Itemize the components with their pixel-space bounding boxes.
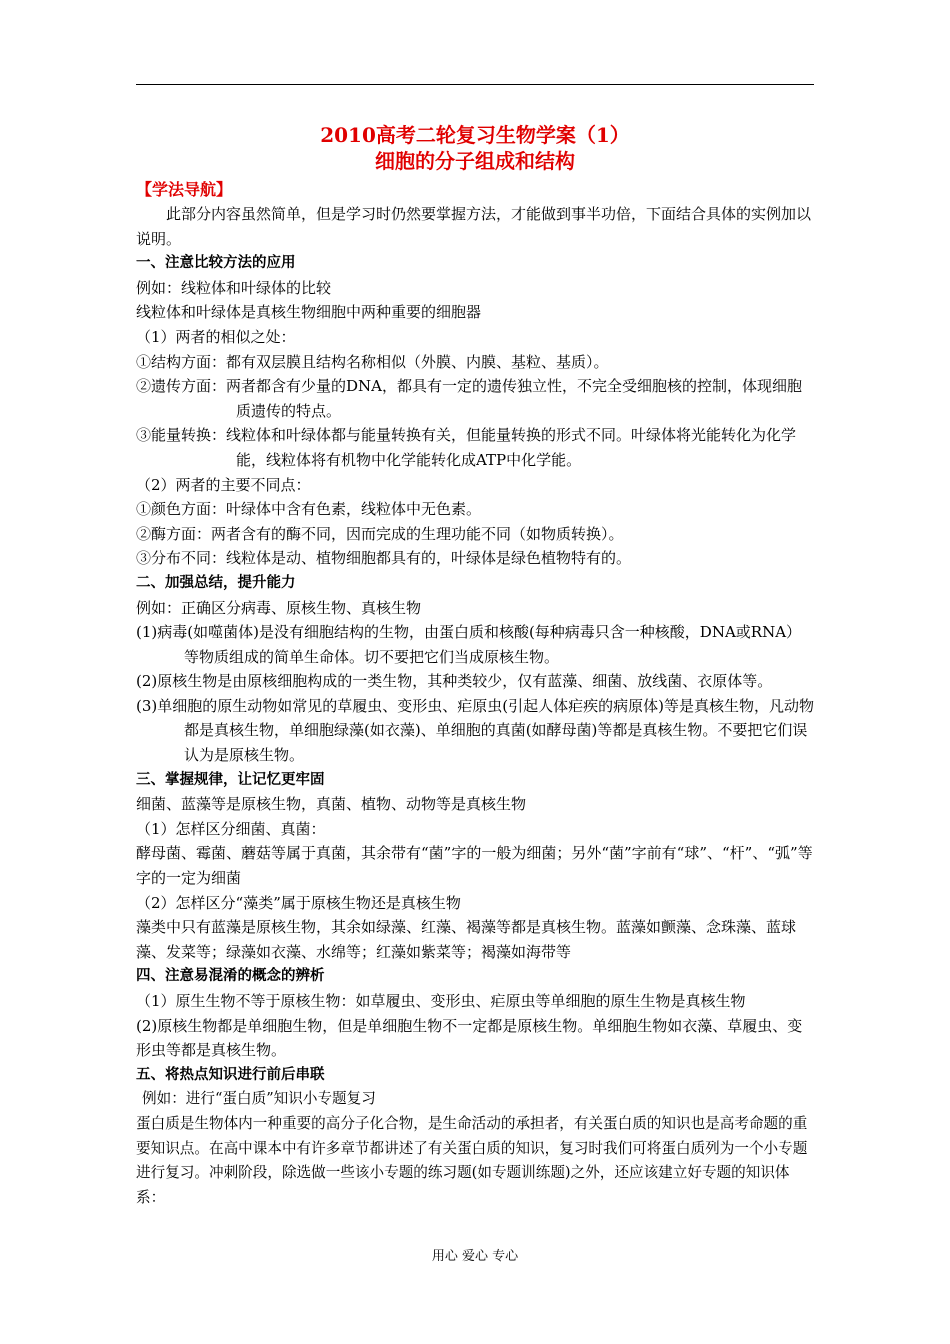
section-1-heading: 一、注意比较方法的应用	[136, 255, 296, 272]
section-1-similar-1: ①结构方面：都有双层膜且结构名称相似（外膜、内膜、基粒、基质）。	[136, 352, 609, 371]
section-5-heading: 五、将热点知识进行前后串联	[136, 1066, 325, 1083]
section-4-item-1: （1）原生生物不等于原核生物：如草履虫、变形虫、疟原虫等单细胞的原生生物是真核生物	[136, 992, 746, 1010]
section-3-text-2: 藻类中只有蓝藻是原核生物，其余如绿藻、红藻、褐藻等都是真核生物。蓝藻如颤藻、念珠藻、蓝球藻、发菜等；绿藻如衣藻、水绵等；红藻如紫菜等；褐藻如海带等	[136, 918, 797, 961]
section-4-heading: 四、注意易混淆的概念的辨析	[136, 968, 325, 985]
section-1-example: 例如：线粒体和叶绿体的比较	[136, 278, 332, 297]
document-body	[136, 122, 814, 1210]
section-3-sub2: （2）怎样区分“藻类”属于原核生物还是真核生物	[136, 893, 461, 912]
section-1-similar-2: ②遗传方面：两者都含有少量的DNA，都具有一定的遗传独立性，不完全受细胞核的控制，体现细胞质遗传的特点。	[136, 377, 802, 420]
section-1-sub1: （1）两者的相似之处：	[136, 327, 296, 346]
section-3-heading: 三、掌握规律，让记忆更牢固	[136, 771, 325, 788]
section-1-sub2: （2）两者的主要不同点：	[136, 475, 311, 494]
doc-title-line1: 2010高考二轮复习生物学案（1）	[320, 123, 630, 147]
section-2-item-2: (2)原核生物是由原核细胞构成的一类生物，其种类较少，仅有蓝藻、细菌、放线菌、衣原体等。	[136, 672, 773, 691]
section-3-text-1: 酵母菌、霉菌、蘑菇等属于真菌，其余带有“菌”字的一般为细菌；另外“菌”字前有“球”、“杆”、“弧”等字的一定为细菌	[136, 844, 813, 888]
section-1-diff-3: ③分布不同：线粒体是动、植物细胞都具有的，叶绿体是绿色植物特有的。	[136, 549, 632, 568]
section-1-diff-1: ①颜色方面：叶绿体中含有色素，线粒体中无色素。	[136, 500, 482, 519]
section-5-example: 例如：进行“蛋白质”知识小专题复习	[142, 1090, 376, 1108]
section-1-similar-3: ③能量转换：线粒体和叶绿体都与能量转换有关，但能量转换的形式不同。叶绿体将光能转化为化学能，线粒体将有机物中化学能转化成ATP中化学能。	[136, 426, 797, 469]
section-1-line: 线粒体和叶绿体是真核生物细胞中两种重要的细胞器	[136, 303, 482, 322]
section-2-item-3: (3)单细胞的原生动物如常见的草履虫、变形虫、疟原虫(引起人体疟疾的病原体)等是真核生物，凡动物都是真核生物，单细胞绿藻(如衣藻)、单细胞的真菌(如酵母菌)等都是真核生物。不要把它们误认为是原核生物。	[136, 696, 814, 765]
section-2-item-1: (1)病毒(如噬菌体)是没有细胞结构的生物，由蛋白质和核酸(每种病毒只含一种核酸，DNA或RNA）等物质组成的简单生命体。切不要把它们当成原核生物。	[136, 623, 802, 666]
section-3-sub1: （1）怎样区分细菌、真菌：	[136, 819, 326, 838]
section-2-example: 例如：正确区分病毒、原核生物、真核生物	[136, 598, 422, 617]
section-1-diff-2: ②酶方面：两者含有的酶不同，因而完成的生理功能不同（如物质转换）。	[136, 524, 624, 543]
page-footer: 用心 爱心 专心	[431, 1249, 519, 1264]
section-3-line: 细菌、蓝藻等是原核生物，真菌、植物、动物等是真核生物	[136, 795, 527, 814]
section-2-heading: 二、加强总结，提升能力	[136, 574, 296, 591]
section-4-item-2: (2)原核生物都是单细胞生物，但是单细胞生物不一定都是原核生物。单细胞生物如衣藻、草履虫、变形虫等都是真核生物。	[136, 1016, 803, 1060]
doc-title-line2: 细胞的分子组成和结构	[375, 149, 575, 173]
nav-label: 【学法导航】	[136, 180, 233, 199]
intro-paragraph: 此部分内容虽然简单，但是学习时仍然要掌握方法，才能做到事半功倍，下面结合具体的实例加以说明。	[136, 205, 812, 248]
header-rule	[136, 84, 814, 85]
section-5-text: 蛋白质是生物体内一种重要的高分子化合物，是生命活动的承担者，有关蛋白质的知识也是高考命题的重要知识点。在高中课本中有许多章节都讲述了有关蛋白质的知识，复习时我们可将蛋白质列为一个小专题进行复习。冲刺阶段，除选做一些该小专题的练习题(如专题训练题)之外，还应该建立好专题的知识体系：	[136, 1114, 808, 1206]
